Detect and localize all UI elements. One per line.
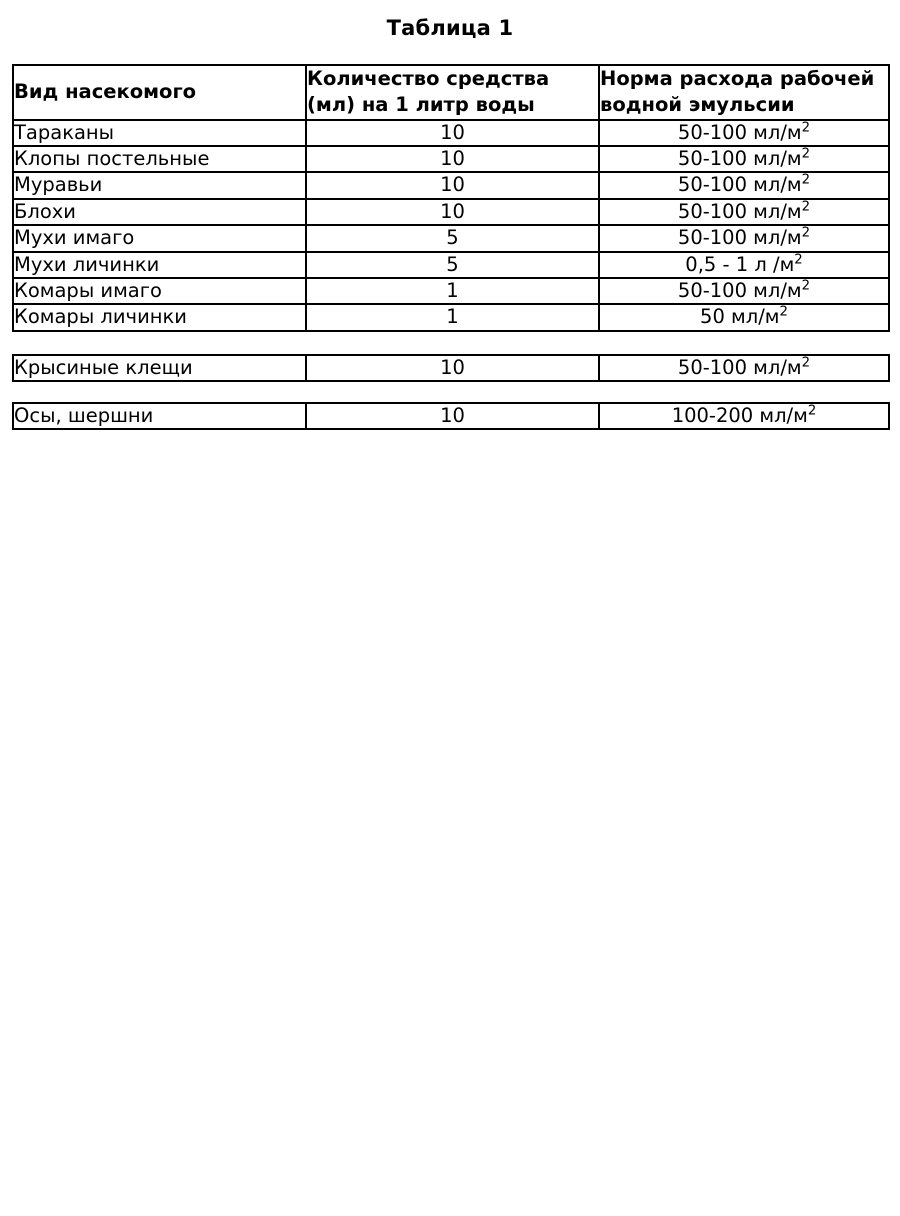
table-row — [13, 278, 889, 304]
cell-rate-exponent: 2 — [801, 172, 811, 188]
cell-insect: Мухи личинки — [13, 252, 306, 278]
column-header-rate: Норма расхода рабочей водной эмульсии — [599, 65, 889, 120]
cell-rate-exponent: 2 — [801, 355, 811, 371]
cell-rate-text: 50-100 мл/м — [677, 120, 802, 144]
cell-rate-text: 50-100 мл/м — [677, 278, 802, 302]
cell-rate-exponent: 2 — [801, 120, 811, 136]
table-row — [13, 252, 889, 278]
cell-rate-text: 50-100 мл/м — [677, 173, 802, 197]
cell-rate-exponent: 2 — [779, 304, 788, 320]
cell-rate-text: 100-200 мл/м — [671, 404, 808, 427]
cell-rate — [599, 199, 889, 225]
cell-rate-text: 0,5 - 1 л /м — [685, 252, 795, 276]
table-row — [13, 225, 889, 251]
cell-insect: Мухи имаго — [13, 225, 306, 251]
table-header-row — [13, 65, 889, 120]
cell-insect: Клопы постельные — [13, 146, 306, 172]
cell-rate — [599, 355, 889, 381]
cell-amount: 10 — [306, 199, 599, 225]
cell-rate — [599, 403, 889, 429]
cell-rate — [599, 304, 889, 330]
secondary-table-wasps — [12, 402, 890, 430]
cell-amount: 5 — [306, 252, 599, 278]
cell-insect: Осы, шершни — [13, 403, 306, 429]
table-row — [13, 146, 889, 172]
table-row — [13, 304, 889, 330]
cell-rate-exponent: 2 — [801, 146, 811, 162]
cell-insect: Комары личинки — [13, 304, 306, 330]
cell-insect: Муравьи — [13, 172, 306, 198]
cell-insect: Тараканы — [13, 120, 306, 146]
cell-amount: 10 — [306, 172, 599, 198]
cell-amount: 10 — [306, 146, 599, 172]
tables-container — [0, 64, 900, 430]
table-header — [13, 65, 889, 120]
document-page — [0, 16, 900, 1216]
cell-rate — [599, 146, 889, 172]
cell-rate-text: 50-100 мл/м — [677, 147, 802, 170]
column-header-insect: Вид насекомого — [13, 65, 306, 120]
cell-amount: 10 — [306, 403, 599, 429]
column-header-amount: Количество средства (мл) на 1 литр воды — [306, 65, 599, 120]
table-group-separator — [12, 332, 888, 354]
cell-rate-exponent: 2 — [801, 199, 811, 215]
table-row — [13, 172, 889, 198]
table-body-wasps — [13, 403, 889, 429]
cell-insect: Блохи — [13, 199, 306, 225]
cell-rate-exponent: 2 — [801, 225, 811, 241]
cell-rate — [599, 278, 889, 304]
table-group-separator-2 — [12, 382, 888, 402]
cell-rate — [599, 252, 889, 278]
cell-amount: 10 — [306, 120, 599, 146]
cell-rate — [599, 172, 889, 198]
table-body-primary — [13, 120, 889, 331]
cell-amount: 1 — [306, 304, 599, 330]
table-row — [13, 120, 889, 146]
cell-amount: 1 — [306, 278, 599, 304]
cell-rate-exponent: 2 — [794, 252, 803, 267]
cell-rate-text: 50-100 мл/м — [677, 226, 802, 250]
cell-rate — [599, 120, 889, 146]
page-title: Таблица 1 — [386, 16, 514, 40]
cell-amount: 10 — [306, 355, 599, 381]
cell-rate — [599, 225, 889, 251]
cell-rate-text: 50-100 мл/м — [677, 199, 802, 223]
table-row — [13, 199, 889, 225]
main-table — [12, 64, 890, 332]
cell-rate-exponent: 2 — [801, 278, 811, 294]
cell-amount: 5 — [306, 225, 599, 251]
cell-rate-text: 50-100 мл/м — [677, 355, 802, 379]
cell-rate-exponent: 2 — [807, 403, 817, 419]
table-row — [13, 403, 889, 429]
cell-rate-text: 50 мл/м — [700, 305, 780, 329]
table-body-mites — [13, 355, 889, 381]
table-row — [13, 355, 889, 381]
secondary-table-mites — [12, 354, 890, 382]
cell-insect: Крысиные клещи — [13, 355, 306, 381]
cell-insect: Комары имаго — [13, 278, 306, 304]
